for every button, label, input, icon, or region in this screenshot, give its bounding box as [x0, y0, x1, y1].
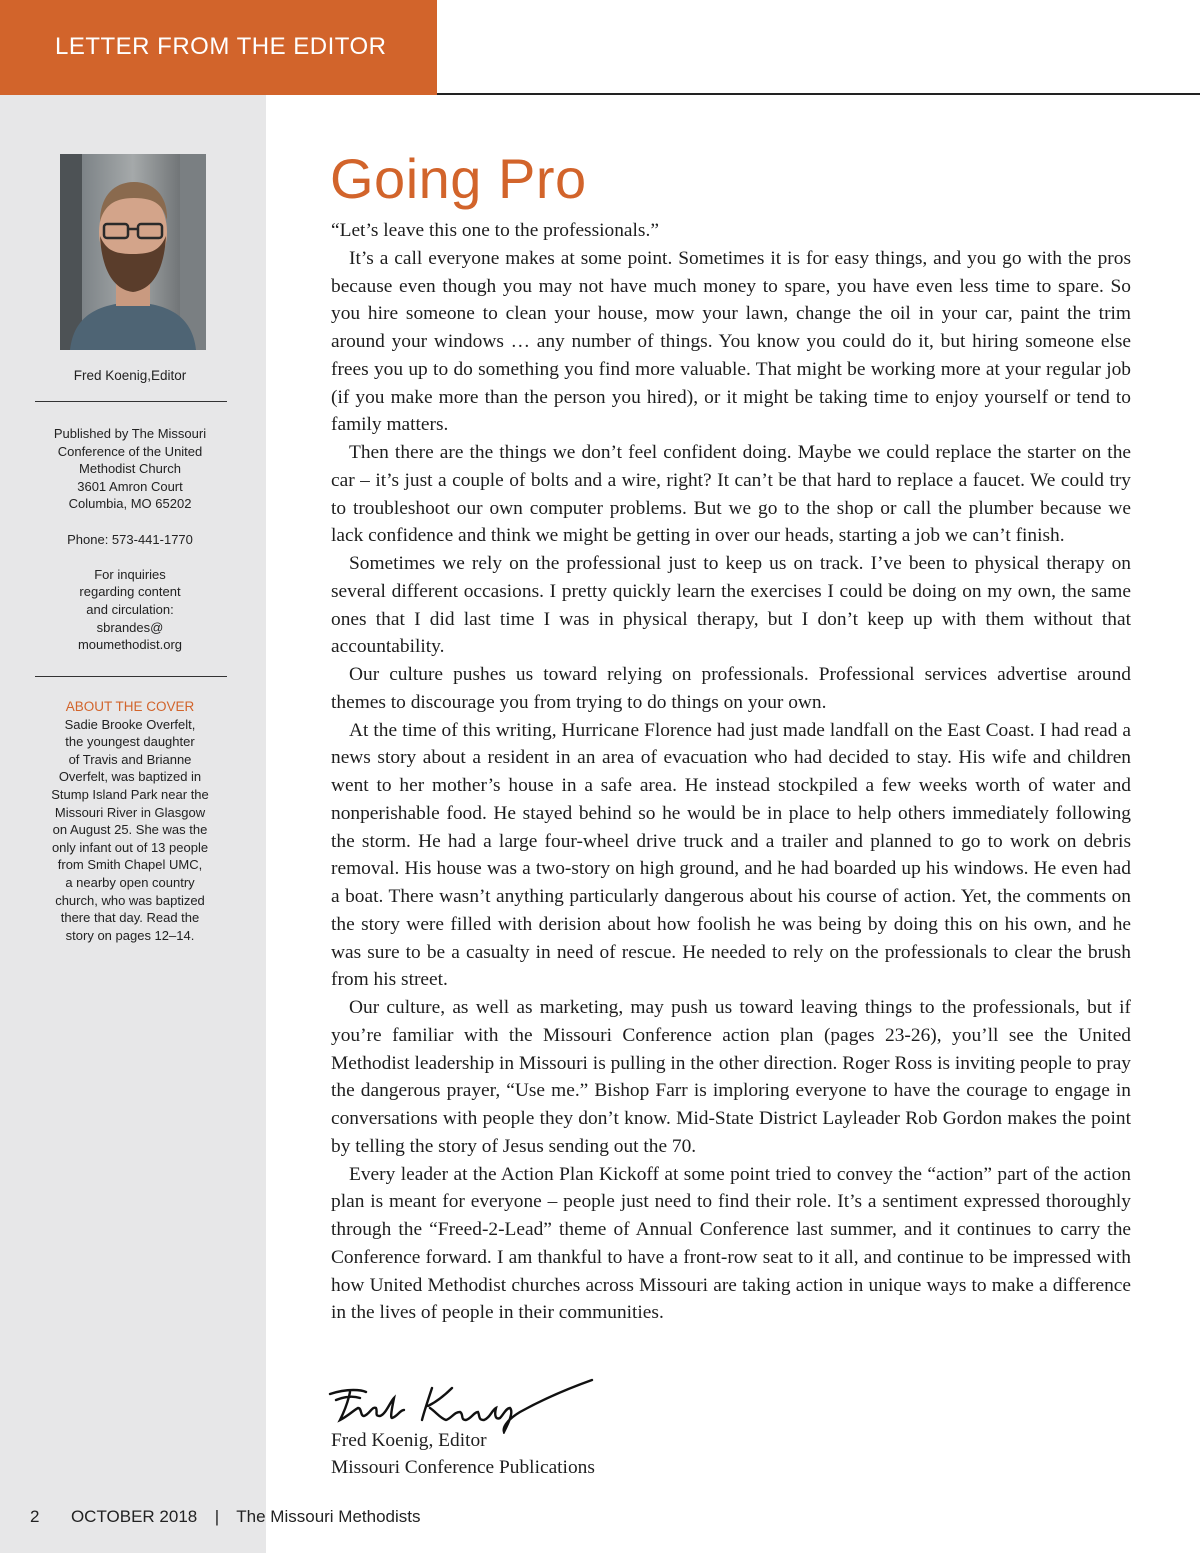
about-cover-heading: ABOUT THE COVER: [65, 699, 195, 714]
cover-line: story on pages 12–14.: [65, 927, 195, 943]
cover-line: Stump Island Park near the: [51, 786, 209, 802]
cover-line: of Travis and Brianne: [68, 751, 192, 767]
publisher-line: Columbia, MO 65202: [68, 496, 192, 512]
article-paragraph: Then there are the things we don’t feel confident doing. Maybe we could replace the starter on the car – it’s just a couple of bolts and a wire, right? It can’t be that hard to replace a faucet. We could try to troubleshoot our own computer problems. But we go to the shop or call the plumber because we lack confidence and think we might be getting in over our heads, starting a job we can’t finish.: [331, 442, 1131, 547]
cover-line: only infant out of 13 people: [51, 839, 209, 855]
sidebar-divider: [35, 401, 227, 402]
page-footer: [30, 1507, 421, 1527]
signature-icon: [328, 1378, 596, 1434]
cover-line: Overfelt, was baptized in: [58, 769, 202, 785]
footer-separator: |: [214, 1507, 220, 1526]
article-paragraph: Every leader at the Action Plan Kickoff at some point tried to convey the “action” part of the action plan is meant for everyone – people just need to find their role. It’s a sentiment expressed thoroughly through the “Freed-2-Lead” theme of Annual Conference last summer, and it continues to carry the Conference forward. I am thankful to have a front-row seat to it all, and continue to be impressed with how United Methodist churches across Missouri are taking action in unique ways to make a difference in the lives of people in their communities.: [331, 1163, 1131, 1324]
publisher-line: Published by The Missouri: [53, 426, 207, 441]
section-header-bar: [0, 0, 437, 95]
signature-name: Fred Koenig, Editor: [331, 1430, 487, 1451]
signature-block: [331, 1427, 595, 1481]
article-paragraph: Our culture, as well as marketing, may push us toward leaving things to the professionals, but if you’re familiar with the Missouri Conference action plan (pages 23-26), you’ll see the United Methodist leadership in Missouri is pulling in the other direction. Roger Ross is inviting people to pray the dangerous prayer, “Use me.” Bishop Farr is imploring everyone to have the courage to engage in conversations with people they don’t know. Mid-State District Layleader Rob Gordon makes the point by telling the story of Jesus sending out the 70.: [331, 997, 1131, 1157]
publisher-line: Conference of the United: [57, 443, 203, 459]
photo-caption: Fred Koenig,Editor: [73, 368, 187, 383]
inquiries-line: sbrandes@: [96, 619, 164, 635]
article-paragraph: Our culture pushes us toward relying on professionals. Professional services advertise around themes to discourage you from trying to do things on your own.: [331, 664, 1131, 713]
section-label: LETTER FROM THE EDITOR: [55, 33, 387, 60]
cover-line: Missouri River in Glasgow: [54, 804, 206, 820]
cover-line: on August 25. She was the: [52, 822, 208, 838]
article-body: [331, 217, 1131, 1327]
cover-line: there that day. Read the: [60, 910, 200, 926]
inquiries-line: moumethodist.org: [77, 637, 183, 653]
sidebar-divider: [35, 676, 227, 677]
article-title: Going Pro: [330, 147, 587, 210]
inquiries-line: For inquiries: [94, 566, 166, 582]
article-paragraph: It’s a call everyone makes at some point. Sometimes it is for easy things, and you go with the pros because even though you may not have much money to spare, you have even less time to spare. So you hire someone to clean your house, mow your lawn, change the oil in your car, paint the trim around your windows … any number of things. You know you could do it, but hiring someone else frees you up to do something you find more valuable. That might be working more at your regular job (if you make more than the person you hired), or it might be taking time to enjoy yourself or tend to family matters.: [331, 247, 1131, 436]
editor-photo: [60, 154, 206, 350]
inquiries-line: regarding content: [79, 584, 181, 600]
publisher-line: Methodist Church: [79, 461, 181, 477]
inquiries-line: and circulation:: [86, 601, 174, 617]
phone-number: Phone: 573-441-1770: [67, 531, 193, 547]
cover-line: the youngest daughter: [65, 734, 195, 750]
cover-line: church, who was baptized: [55, 892, 205, 908]
publisher-info: [30, 425, 230, 654]
about-cover: [30, 698, 230, 944]
cover-line: Sadie Brooke Overfelt,: [64, 716, 196, 732]
header-divider: [437, 93, 1200, 95]
issue-date: OCTOBER 2018: [70, 1507, 198, 1526]
signature-title: Missouri Conference Publications: [331, 1457, 595, 1478]
page-number: 2: [30, 1507, 40, 1526]
article-paragraph: At the time of this writing, Hurricane Florence had just made landfall on the East Coast. I had read a news story about a resident in an area of evacuation who had decided to stay. His wife and children went to her mother’s house in a safe area. He instead stockpiled a few weeks worth of water and nonperishable food. He stayed behind so he would be in place to help others immediately following the storm. He had a large four-wheel drive truck and a trailer and planned to go to work on debris removal. His house was a two-story on high ground, and he had boarded up his windows. He even had a boat. There wasn’t anything particularly dangerous about his course of action. Yet, the comments on the story were filled with derision about how foolish he was being by doing this on his own, and he was sure to be a casualty in need of rescue. He needed to rely on the professionals to clear the brush from his street.: [331, 719, 1131, 991]
article-paragraph: Sometimes we rely on the professional just to keep us on track. I’ve been to physical therapy on several different occasions. I pretty quickly learn the exercises I could be doing on my own, the same ones that I did last time I was in physical therapy, but I don’t keep up with them without that accountability.: [331, 553, 1131, 658]
cover-line: from Smith Chapel UMC,: [57, 857, 203, 873]
cover-line: a nearby open country: [65, 874, 195, 890]
publication-name: The Missouri Methodists: [236, 1507, 421, 1526]
publisher-line: 3601 Amron Court: [77, 478, 183, 494]
article-paragraph: “Let’s leave this one to the professionals.”: [331, 220, 659, 241]
